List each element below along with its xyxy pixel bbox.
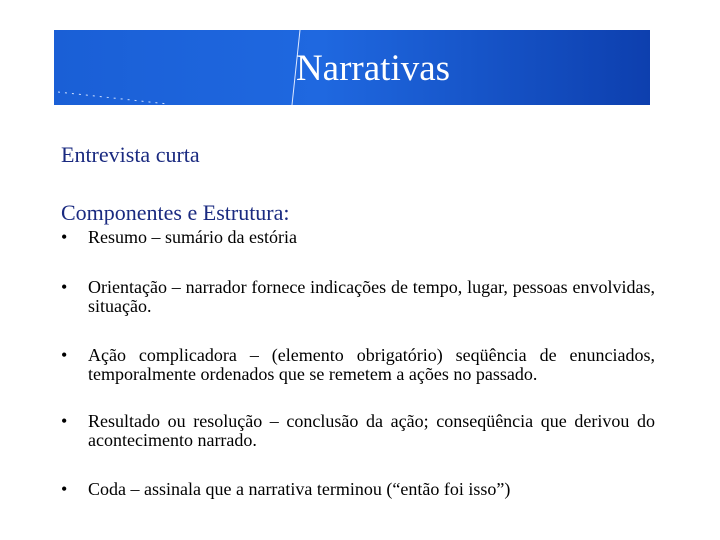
bullet-text: Resumo – sumário da estória bbox=[88, 227, 297, 247]
bullet-icon: • bbox=[61, 479, 68, 499]
bullet-icon: • bbox=[61, 277, 68, 297]
bullet-icon: • bbox=[61, 345, 68, 365]
heading-componentes: Componentes e Estrutura: bbox=[61, 200, 290, 225]
list-item bbox=[61, 278, 655, 316]
list-item bbox=[61, 346, 655, 384]
list-item bbox=[61, 228, 655, 247]
bullet-text: Coda – assinala que a narrativa terminou (“então foi isso”) bbox=[88, 479, 511, 499]
title-banner bbox=[54, 30, 650, 105]
bullet-text: Ação complicadora – (elemento obrigatório) seqüência de enunciados, temporalmente ordenados que se remetem a ações no passado. bbox=[88, 345, 655, 384]
bullet-text: Resultado ou resolução – conclusão da ação; conseqüência que derivou do acontecimento narrado. bbox=[88, 411, 655, 450]
bullet-icon: • bbox=[61, 227, 68, 247]
heading-entrevista: Entrevista curta bbox=[61, 142, 200, 167]
slide-title: Narrativas bbox=[295, 48, 451, 89]
list-item bbox=[61, 412, 655, 450]
bullet-icon: • bbox=[61, 411, 68, 431]
bullet-text: Orientação – narrador fornece indicações de tempo, lugar, pessoas envolvidas, situação. bbox=[88, 277, 655, 316]
list-item bbox=[61, 480, 655, 499]
